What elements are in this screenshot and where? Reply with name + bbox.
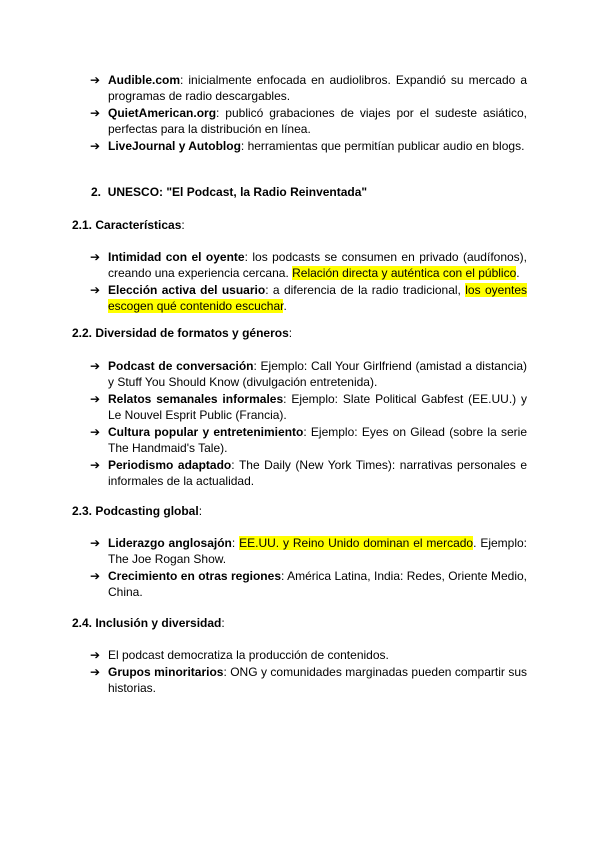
list-item: ➔ Cultura popular y entretenimiento: Ejemplo: Eyes on Gilead (sobre la serie The Handmaid's Tale). xyxy=(90,425,528,455)
arrow-icon: ➔ xyxy=(90,250,101,264)
list-item: ➔ Audible.com: inicialmente enfocada en audiolibros. Expandió su mercado a programas de radio descargables. xyxy=(90,73,527,103)
list-item: ➔ Elección activa del usuario: a diferencia de la radio tradicional, los oyentes escogen qué contenido escuchar. xyxy=(90,283,528,313)
subsection-title-2-1: 2.1. Características: xyxy=(72,218,185,232)
arrow-icon: ➔ xyxy=(90,458,101,472)
arrow-icon: ➔ xyxy=(90,569,101,583)
list-2-2 xyxy=(90,358,527,490)
section-heading-2: 2. UNESCO: "El Podcast, la Radio Reinventada" xyxy=(91,185,368,199)
arrow-icon: ➔ xyxy=(90,359,101,373)
arrow-icon: ➔ xyxy=(90,425,101,439)
list-2-1 xyxy=(90,249,527,315)
list-item: ➔ El podcast democratiza la producción de contenidos. xyxy=(90,648,389,662)
arrow-icon: ➔ xyxy=(90,665,101,679)
list-item: ➔ LiveJournal y Autoblog: herramientas que permitían publicar audio en blogs. xyxy=(90,139,525,153)
list-item: ➔ Crecimiento en otras regiones: América Latina, India: Redes, Oriente Medio, China. xyxy=(90,569,528,599)
arrow-icon: ➔ xyxy=(90,283,101,297)
list-2-4 xyxy=(90,647,527,697)
arrow-icon: ➔ xyxy=(90,392,101,406)
list-item: ➔ Podcast de conversación: Ejemplo: Call Your Girlfriend (amistad a distancia) y Stuff You Should Know (divulgación entretenida). xyxy=(90,359,527,389)
highlight: los oyentes escogen qué contenido escuchar xyxy=(108,283,528,313)
list-item: ➔ QuietAmerican.org: publicó grabaciones de viajes por el sudeste asiático, perfectas para la distribución en línea. xyxy=(90,106,527,136)
subsection-title-2-2: 2.2. Diversidad de formatos y géneros: xyxy=(72,326,293,340)
highlight: EE.UU. y Reino Unido dominan el mercado xyxy=(239,536,474,550)
subsection-title-2-4: 2.4. Inclusión y diversidad: xyxy=(72,616,225,630)
subsection-title-2-3: 2.3. Podcasting global: xyxy=(72,504,203,518)
arrow-icon: ➔ xyxy=(90,106,101,120)
highlight: Relación directa y auténtica con el público xyxy=(292,266,517,280)
intro-list xyxy=(90,72,527,155)
arrow-icon: ➔ xyxy=(90,648,101,662)
arrow-icon: ➔ xyxy=(90,139,101,153)
list-item: ➔ Grupos minoritarios: ONG y comunidades marginadas pueden compartir sus historias. xyxy=(90,665,527,695)
arrow-icon: ➔ xyxy=(90,536,101,550)
list-2-3 xyxy=(90,535,527,601)
list-item: ➔ Periodismo adaptado: The Daily (New York Times): narrativas personales e informales de la actualidad. xyxy=(90,458,527,488)
list-item: ➔ Liderazgo anglosajón: EE.UU. y Reino Unido dominan el mercado. Ejemplo: The Joe Rogan Show. xyxy=(90,536,528,566)
list-item: ➔ Relatos semanales informales: Ejemplo: Slate Political Gabfest (EE.UU.) y Le Nouvel Esprit Public (Francia). xyxy=(90,392,528,422)
list-item: ➔ Intimidad con el oyente: los podcasts se consumen en privado (audífonos), creando una experiencia cercana. Relación directa y auténtica con el público. xyxy=(90,250,528,280)
arrow-icon: ➔ xyxy=(90,73,101,87)
